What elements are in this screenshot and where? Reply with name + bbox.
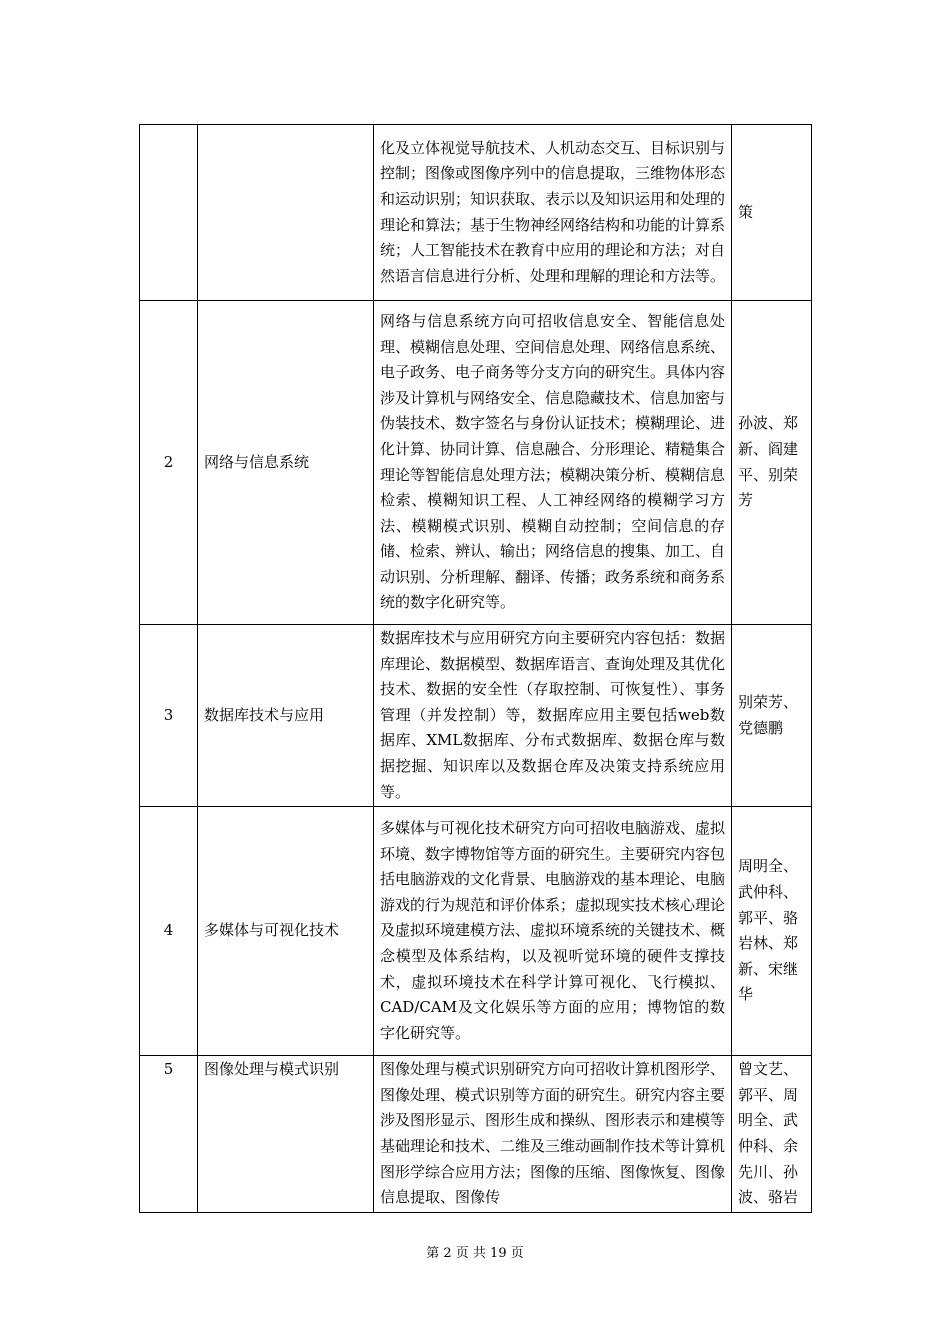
row-number: 2: [140, 301, 198, 625]
direction-name: [198, 125, 374, 301]
row-number: 3: [140, 625, 198, 807]
page-footer: 第 2 页 共 19 页: [426, 1246, 524, 1261]
tutor-names: 孙波、郑新、阎建平、别荣芳: [732, 301, 812, 625]
table-row: [140, 301, 812, 625]
direction-name: 网络与信息系统: [198, 301, 374, 625]
direction-name: 多媒体与可视化技术: [198, 807, 374, 1056]
direction-name: 图像处理与模式识别: [198, 1056, 374, 1213]
table-row: [140, 807, 812, 1056]
direction-name: 数据库技术与应用: [198, 625, 374, 807]
tutor-names: 曾文艺、郭平、周明全、武仲科、余先川、孙波、骆岩: [732, 1056, 812, 1213]
research-direction-table: [139, 124, 812, 1213]
direction-description: 化及立体视觉导航技术、人机动态交互、目标识别与控制；图像或图像序列中的信息提取，三维物体形态和运动识别；知识获取、表示以及知识运用和处理的理论和算法；基于生物神经网络结构和功能的计算系统；人工智能技术在教育中应用的理论和方法；对自然语言信息进行分析、处理和理解的理论和方法等。: [374, 125, 732, 301]
row-number: 4: [140, 807, 198, 1056]
direction-description: 数据库技术与应用研究方向主要研究内容包括：数据库理论、数据模型、数据库语言、查询处理及其优化技术、数据的安全性（存取控制、可恢复性）、事务管理（并发控制）等，数据库应用主要包括web数据库、XML数据库、分布式数据库、数据仓库与数据挖掘、知识库以及数据仓库及决策支持系统应用等。: [374, 625, 732, 807]
tutor-names: 别荣芳、党德鹏: [732, 625, 812, 807]
table-row: [140, 625, 812, 807]
tutor-names: 策: [732, 125, 812, 301]
tutor-names: 周明全、武仲科、郭平、骆岩林、郑新、宋继华: [732, 807, 812, 1056]
direction-description: 网络与信息系统方向可招收信息安全、智能信息处理、模糊信息处理、空间信息处理、网络信息系统、电子政务、电子商务等分支方向的研究生。具体内容涉及计算机与网络安全、信息隐藏技术、信息加密与伪装技术、数字签名与身份认证技术；模糊理论、进化计算、协同计算、信息融合、分形理论、精糙集合理论等智能信息处理方法；模糊决策分析、模糊信息检索、模糊知识工程、人工神经网络的模糊学习方法、模糊模式识别、模糊自动控制；空间信息的存储、检索、辨认、输出；网络信息的搜集、加工、自动识别、分析理解、翻译、传播；政务系统和商务系统的数字化研究等。: [374, 301, 732, 625]
direction-description: 多媒体与可视化技术研究方向可招收电脑游戏、虚拟环境、数字博物馆等方面的研究生。主要研究内容包括电脑游戏的文化背景、电脑游戏的基本理论、电脑游戏的行为规范和评价体系；虚拟现实技术核心理论及虚拟环境建模方法、虚拟环境系统的关键技术、概念模型及体系结构，以及视听觉环境的硬件支撑技术，虚拟环境技术在科学计算可视化、飞行模拟、CAD/CAM及文化娱乐等方面的应用；博物馆的数字化研究等。: [374, 807, 732, 1056]
table-row: [140, 125, 812, 301]
table-row: [140, 1056, 812, 1213]
direction-description: 图像处理与模式识别研究方向可招收计算机图形学、图像处理、模式识别等方面的研究生。研究内容主要涉及图形显示、图形生成和操纵、图形表示和建模等基础理论和技术、二维及三维动画制作技术等计算机图形学综合应用方法；图像的压缩、图像恢复、图像信息提取、图像传: [374, 1056, 732, 1213]
row-number: 5: [140, 1056, 198, 1213]
row-number: [140, 125, 198, 301]
